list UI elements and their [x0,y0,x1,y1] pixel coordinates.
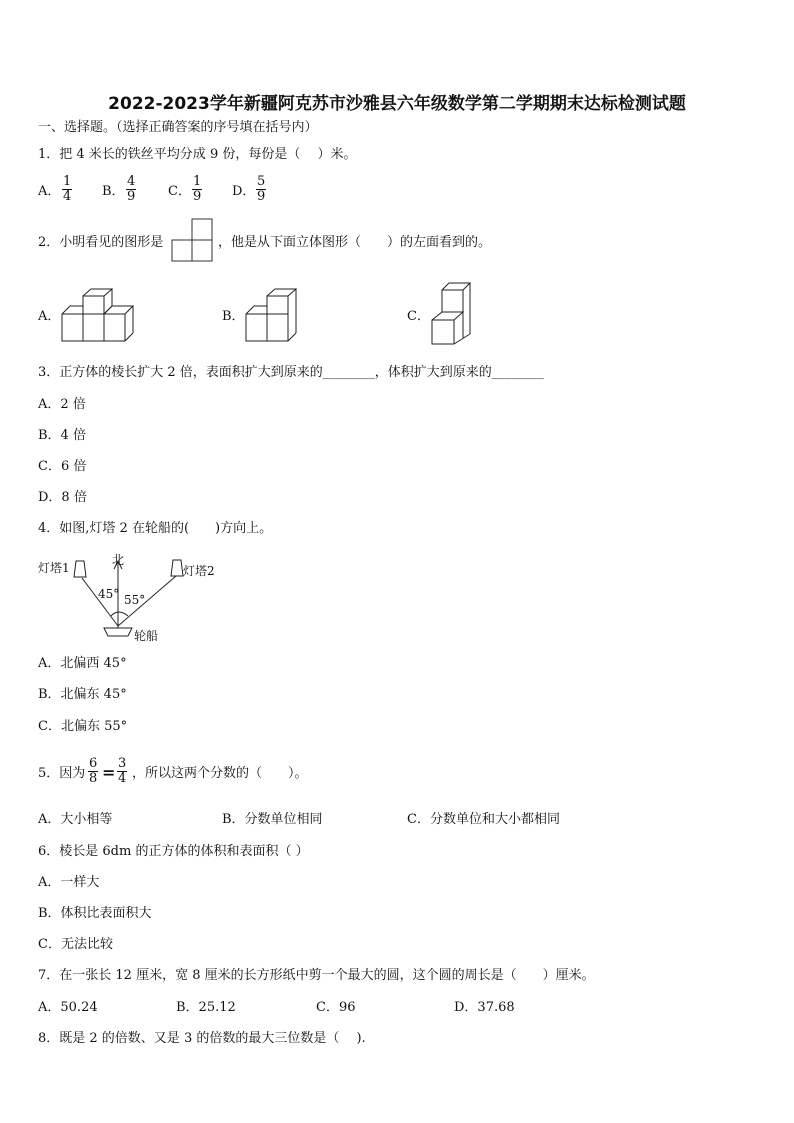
denominator: 8 [89,771,98,786]
page-title: 2022-2023学年新疆阿克苏市沙雅县六年级数学第二学期期末达标检测试题 [108,94,686,114]
angle-55-label: 55° [124,593,146,607]
q4-option-a: A．北偏西 45° [38,656,127,671]
q2-option-c-label: C． [407,309,430,324]
north-label: 北 [112,553,125,567]
tower1-label: 灯塔1 [38,561,70,575]
numerator: 5 [257,174,266,189]
numerator: 6 [89,756,98,771]
q5-fraction-right [117,757,127,786]
q1-option-a-label: A． [38,184,61,199]
q1-option-d-label: D． [232,184,256,199]
tower2-label: 灯塔2 [183,564,215,578]
q5-option-b: B．分数单位相同 [222,812,323,827]
q2-option-b-solid [244,288,304,344]
q5-option-c: C．分数单位和大小都相同 [407,812,560,827]
q7-option-d: D．37.68 [454,1000,515,1015]
q7-option-b: B．25.12 [176,1000,236,1015]
question-4: 4．如图,灯塔 2 在轮船的( )方向上。 [38,521,273,536]
q1-option-a-fraction [62,175,72,204]
q7-option-c: C．96 [316,1000,356,1015]
q1-option-d-fraction [256,175,266,204]
q3-option-b: B．4 倍 [38,428,86,443]
q3-option-d: D．8 倍 [38,490,87,505]
q6-option-b: B．体积比表面积大 [38,906,152,921]
section-heading: 一、选择题。（选择正确答案的序号填在括号内） [38,120,318,135]
question-5-prefix: 5．因为 [38,766,86,781]
q2-option-a-label: A． [38,309,61,324]
equals-sign: = [102,763,116,782]
q2-option-a-solid [60,288,146,344]
q4-option-c: C．北偏东 55° [38,719,128,734]
numerator: 1 [193,174,202,189]
question-5-suffix: ，所以这两个分数的（ ）。 [132,766,308,781]
q5-fraction-left [88,757,98,786]
question-6: 6．棱长是 6dm 的正方体的体积和表面积（ ） [38,844,309,859]
q1-option-b-fraction [126,175,136,204]
denominator: 9 [193,189,202,204]
denominator: 9 [127,189,136,204]
q3-option-c: C．6 倍 [38,459,87,474]
question-8: 8．既是 2 的倍数、又是 3 的倍数的最大三位数是（ ). [38,1031,366,1046]
q5-option-a: A．大小相等 [38,812,113,827]
q1-option-b-label: B． [102,184,125,199]
q7-option-a: A．50.24 [38,1000,98,1015]
question-2-prefix: 2．小明看见的图形是 [38,235,164,250]
question-2-suffix: ，他是从下面立体图形（ ）的左面看到的。 [218,235,492,250]
numerator: 3 [118,756,127,771]
denominator: 4 [63,189,72,204]
numerator: 1 [63,174,72,189]
q6-option-c: C．无法比较 [38,937,113,952]
q4-option-b: B．北偏东 45° [38,687,127,702]
denominator: 4 [118,771,127,786]
q1-option-c-label: C． [168,184,191,199]
q6-option-a: A．一样大 [38,875,100,890]
numerator: 4 [127,174,136,189]
question-1: 1．把 4 米长的铁丝平均分成 9 份，每份是（ ）米。 [38,147,357,162]
q3-option-a: A．2 倍 [38,397,86,412]
q2-option-b-label: B． [222,309,245,324]
question-7: 7．在一张长 12 厘米，宽 8 厘米的长方形纸中剪一个最大的圆，这个圆的周长是（ ）厘米。 [38,968,595,983]
question-3: 3．正方体的棱长扩大 2 倍，表面积扩大到原来的________，体积扩大到原来的________ [38,365,544,380]
angle-45-label: 45° [98,587,120,601]
ship-label: 轮船 [134,629,159,643]
q1-option-c-fraction [192,175,202,204]
left-view-shape [170,218,214,264]
q2-option-c-solid [428,282,478,346]
denominator: 9 [257,189,266,204]
